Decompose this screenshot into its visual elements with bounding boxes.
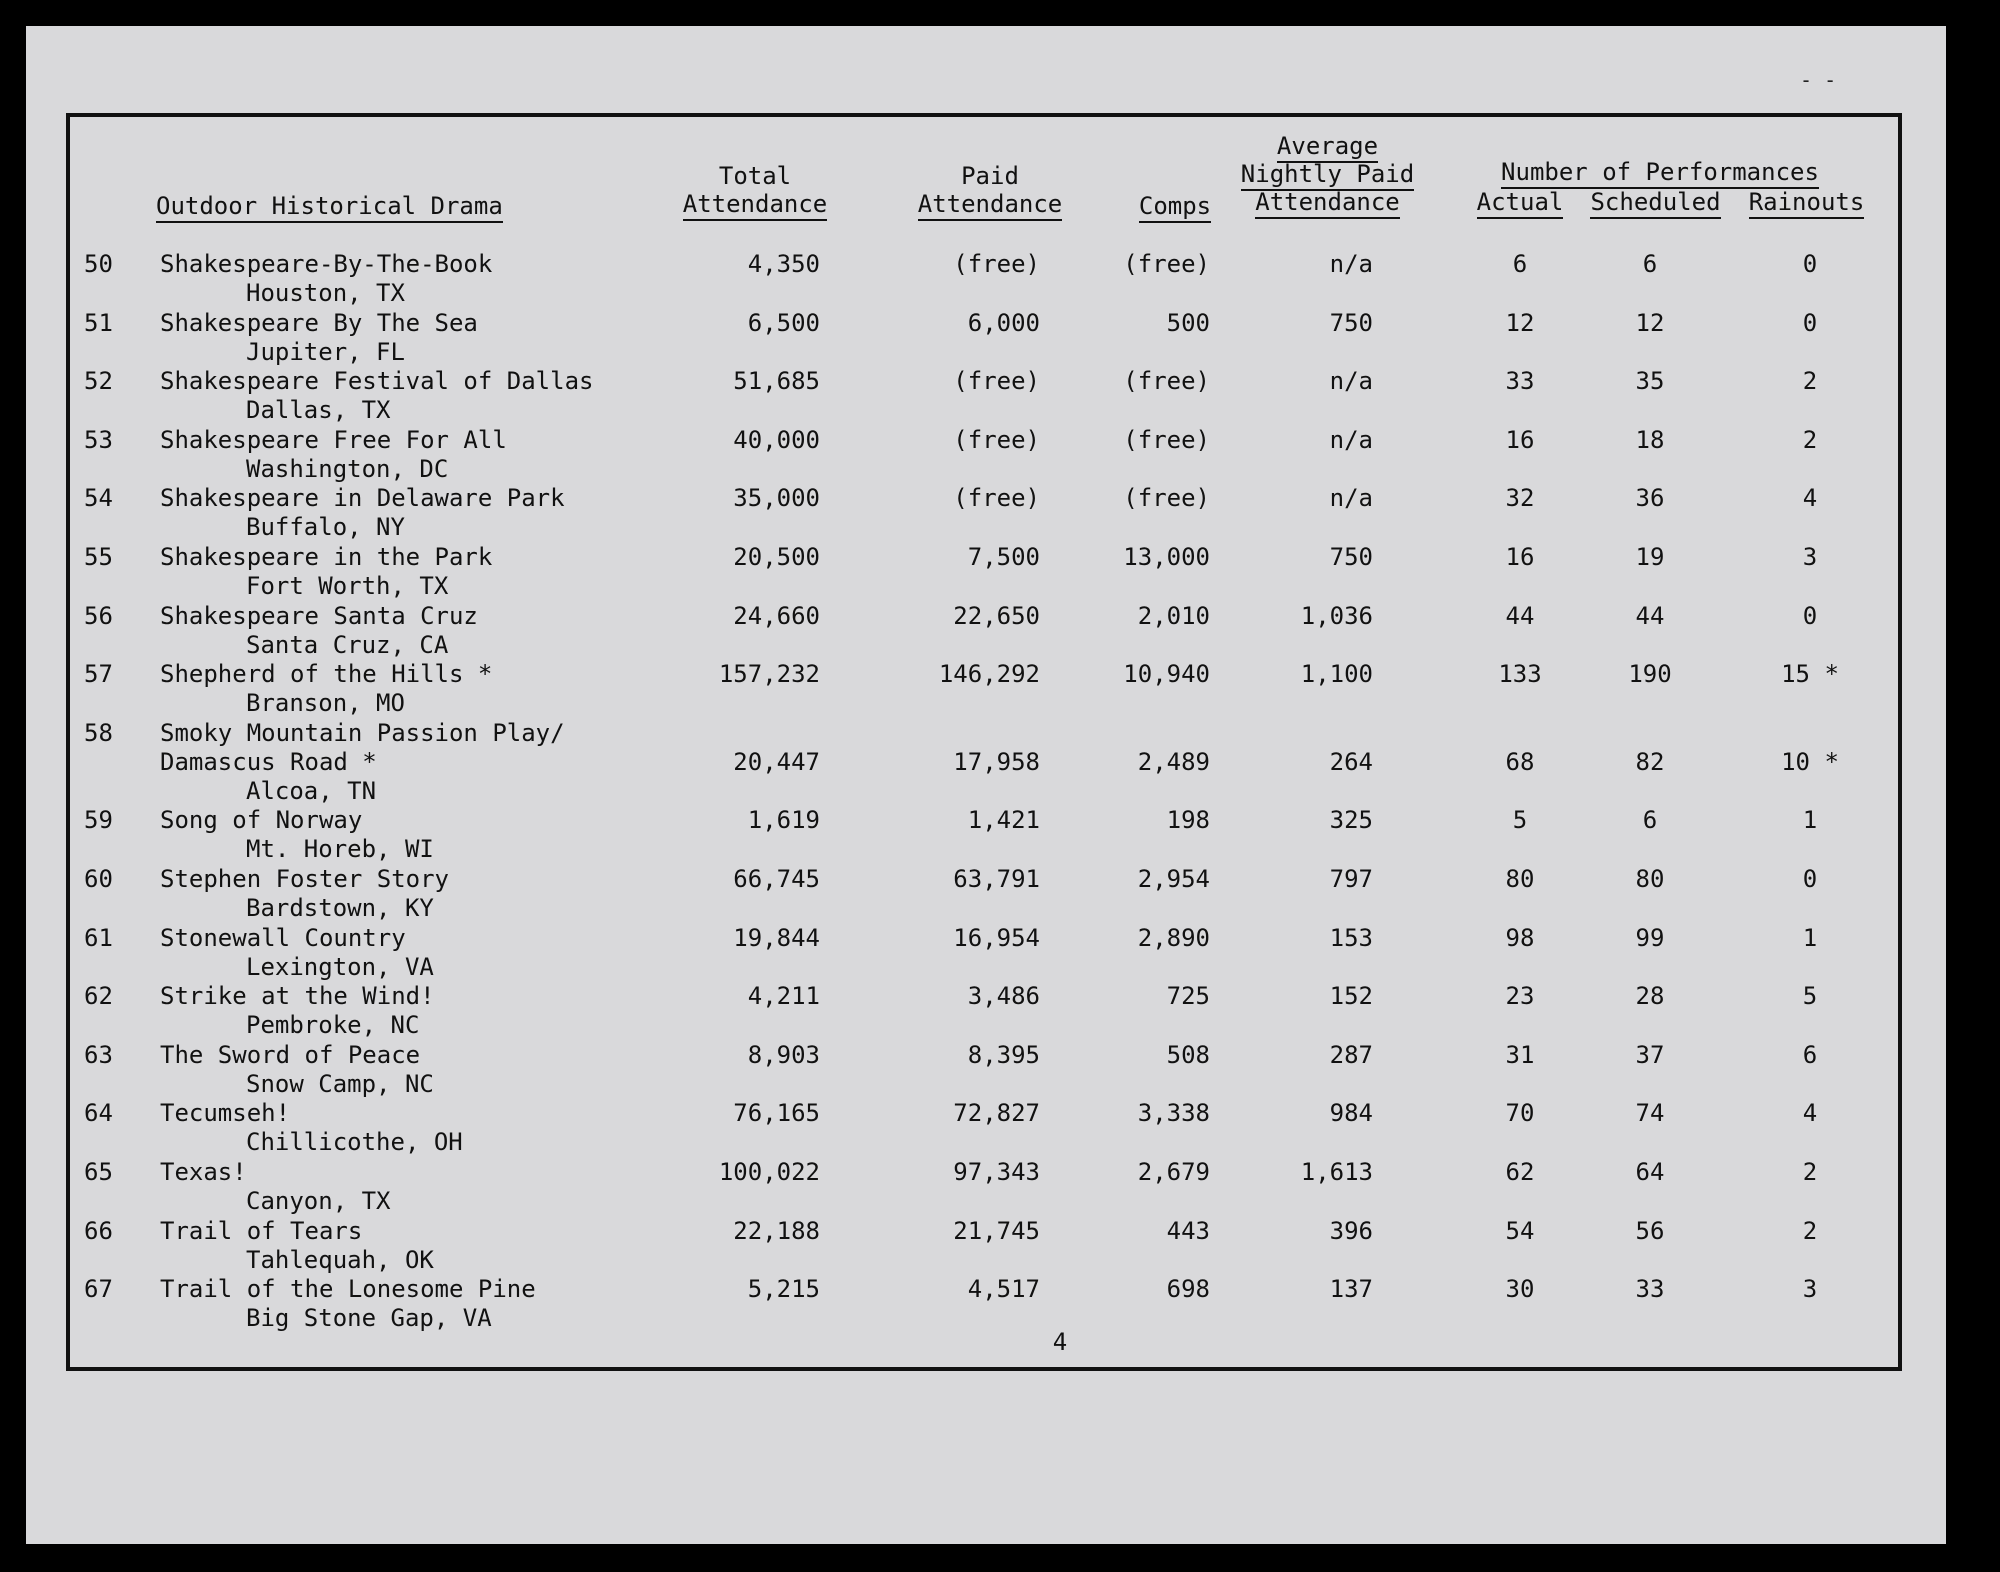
header-total-line2: Attendance <box>683 190 828 221</box>
cell-avg: 1,100 <box>1300 660 1373 689</box>
cell-num: 63 <box>84 1040 113 1069</box>
cell-loc: Washington, DC <box>246 454 449 483</box>
cell-total: 6,500 <box>747 308 820 337</box>
cell-avg: 797 <box>1329 865 1373 893</box>
cell-total: 8,903 <box>747 1040 820 1069</box>
cell-loc: Fort Worth, TX <box>246 572 449 600</box>
cell-paid: 16,954 <box>953 923 1040 952</box>
cell-loc: Buffalo, NY <box>246 513 405 542</box>
cell-scheduled: 6 <box>1642 806 1658 835</box>
cell-paid: 72,827 <box>953 1099 1040 1128</box>
cell-comps: (free) <box>1123 367 1210 396</box>
cell-avg: 137 <box>1329 1275 1373 1304</box>
cell-avg: n/a <box>1329 484 1373 513</box>
cell-paid: 1,421 <box>967 806 1040 835</box>
header-rainouts <box>1744 188 1869 216</box>
cell-paid: 7,500 <box>967 543 1040 571</box>
cell-loc: Alcoa, TN <box>246 776 377 805</box>
cell-actual: 54 <box>1505 1216 1535 1245</box>
cell-paid: 21,745 <box>953 1216 1040 1245</box>
cell-actual: 12 <box>1505 308 1535 337</box>
cell-total: 20,500 <box>733 543 820 571</box>
cell-rainouts: 3 <box>1802 1275 1818 1304</box>
cell-avg: 750 <box>1329 543 1373 571</box>
cell-comps: 2,489 <box>1137 747 1210 776</box>
cell-total: 1,619 <box>747 806 820 835</box>
cell-comps: (free) <box>1123 250 1210 278</box>
cell-num: 55 <box>84 543 113 571</box>
cell-rainouts: 1 <box>1802 923 1818 952</box>
cell-scheduled: 6 <box>1642 250 1658 278</box>
cell-num: 59 <box>84 806 113 835</box>
cell-loc: Big Stone Gap, VA <box>246 1304 492 1333</box>
cell-name: Shakespeare By The Sea <box>160 308 478 337</box>
cell-num: 54 <box>84 484 113 513</box>
cell-paid: (free) <box>953 250 1040 278</box>
scan-mark: - - <box>1800 68 1837 92</box>
cell-total: 4,211 <box>747 982 820 1011</box>
cell-rainouts: 2 <box>1802 1158 1818 1186</box>
cell-rainouts: 2 <box>1802 1216 1818 1245</box>
header-drama-label: Outdoor Historical Drama <box>156 192 503 223</box>
cell-comps: 2,679 <box>1137 1158 1210 1186</box>
cell-num: 61 <box>84 923 113 952</box>
cell-loc: Chillicothe, OH <box>246 1128 463 1157</box>
cell-paid: 22,650 <box>953 601 1040 630</box>
header-avg-line1: Average <box>1277 132 1378 163</box>
cell-comps: 10,940 <box>1123 660 1210 689</box>
cell-paid: 97,343 <box>953 1158 1040 1186</box>
cell-total: 35,000 <box>733 484 820 513</box>
cell-rainouts: 0 <box>1802 865 1818 893</box>
cell-total: 24,660 <box>733 601 820 630</box>
header-actual <box>1470 188 1570 216</box>
cell-avg: 152 <box>1329 982 1373 1011</box>
cell-comps: 443 <box>1166 1216 1210 1245</box>
header-total <box>680 162 830 218</box>
cell-rainouts: 1 <box>1802 806 1818 835</box>
cell-scheduled: 56 <box>1635 1216 1665 1245</box>
cell-num: 58 <box>84 718 113 747</box>
cell-scheduled: 64 <box>1635 1158 1665 1186</box>
cell-paid: (free) <box>953 425 1040 454</box>
cell-avg: 1,036 <box>1300 601 1373 630</box>
cell-name2: Damascus Road * <box>160 747 377 776</box>
cell-total: 5,215 <box>747 1275 820 1304</box>
cell-total: 22,188 <box>733 1216 820 1245</box>
cell-num: 66 <box>84 1216 113 1245</box>
cell-avg: 1,613 <box>1300 1158 1373 1186</box>
cell-actual: 32 <box>1505 484 1535 513</box>
cell-loc: Tahlequah, OK <box>246 1245 434 1274</box>
cell-name: The Sword of Peace <box>160 1040 421 1069</box>
cell-scheduled: 18 <box>1635 425 1665 454</box>
cell-rainouts: 0 <box>1802 308 1818 337</box>
cell-rainouts: 15 * <box>1781 660 1839 689</box>
cell-actual: 62 <box>1505 1158 1535 1186</box>
cell-rainouts: 3 <box>1802 543 1818 571</box>
cell-avg: 396 <box>1329 1216 1373 1245</box>
cell-actual: 16 <box>1505 425 1535 454</box>
cell-actual: 6 <box>1512 250 1528 278</box>
cell-total: 4,350 <box>747 250 820 278</box>
cell-scheduled: 37 <box>1635 1040 1665 1069</box>
cell-avg: n/a <box>1329 367 1373 396</box>
cell-scheduled: 19 <box>1635 543 1665 571</box>
cell-name: Tecumseh! <box>160 1099 291 1128</box>
cell-name: Stonewall Country <box>160 923 406 952</box>
cell-comps: 198 <box>1166 806 1210 835</box>
cell-comps: 2,954 <box>1137 865 1210 893</box>
header-rainouts-label: Rainouts <box>1749 188 1865 219</box>
header-performances <box>1500 158 1820 186</box>
cell-scheduled: 12 <box>1635 308 1665 337</box>
cell-num: 53 <box>84 425 113 454</box>
cell-total: 51,685 <box>733 367 820 396</box>
cell-avg: n/a <box>1329 425 1373 454</box>
cell-comps: 2,890 <box>1137 923 1210 952</box>
cell-rainouts: 0 <box>1802 250 1818 278</box>
header-total-line1: Total <box>718 162 792 190</box>
header-comps-label: Comps <box>1139 192 1211 223</box>
page-number: 4 <box>1052 1328 1068 1356</box>
header-paid-line2: Attendance <box>918 190 1063 221</box>
cell-comps: 3,338 <box>1137 1099 1210 1128</box>
cell-paid: (free) <box>953 367 1040 396</box>
cell-total: 66,745 <box>733 865 820 893</box>
cell-paid: 146,292 <box>938 660 1040 689</box>
cell-avg: n/a <box>1329 250 1373 278</box>
cell-num: 51 <box>84 308 113 337</box>
cell-paid: 17,958 <box>953 747 1040 776</box>
header-performances-label: Number of Performances <box>1501 158 1819 189</box>
cell-name: Strike at the Wind! <box>160 982 435 1011</box>
cell-avg: 984 <box>1329 1099 1373 1128</box>
cell-paid: 3,486 <box>967 982 1040 1011</box>
cell-name: Shakespeare in Delaware Park <box>160 484 565 513</box>
cell-rainouts: 5 <box>1802 982 1818 1011</box>
cell-avg: 153 <box>1329 923 1373 952</box>
header-scheduled-label: Scheduled <box>1590 188 1720 219</box>
cell-loc: Jupiter, FL <box>246 337 405 366</box>
cell-rainouts: 2 <box>1802 367 1818 396</box>
cell-name: Stephen Foster Story <box>160 865 449 893</box>
cell-comps: 725 <box>1166 982 1210 1011</box>
cell-name: Texas! <box>160 1158 247 1186</box>
cell-actual: 30 <box>1505 1275 1535 1304</box>
cell-actual: 133 <box>1498 660 1542 689</box>
cell-loc: Snow Camp, NC <box>246 1069 434 1098</box>
cell-comps: (free) <box>1123 425 1210 454</box>
cell-name: Trail of the Lonesome Pine <box>160 1275 536 1304</box>
cell-actual: 23 <box>1505 982 1535 1011</box>
cell-total: 76,165 <box>733 1099 820 1128</box>
cell-name: Smoky Mountain Passion Play/ <box>160 718 565 747</box>
cell-name: Shakespeare in the Park <box>160 543 493 571</box>
cell-scheduled: 36 <box>1635 484 1665 513</box>
cell-avg: 750 <box>1329 308 1373 337</box>
cell-actual: 68 <box>1505 747 1535 776</box>
cell-comps: 508 <box>1166 1040 1210 1069</box>
cell-name: Shepherd of the Hills * <box>160 660 493 689</box>
cell-name: Shakespeare Free For All <box>160 425 507 454</box>
header-paid-line1: Paid <box>961 162 1019 190</box>
cell-name: Trail of Tears <box>160 1216 363 1245</box>
cell-avg: 287 <box>1329 1040 1373 1069</box>
cell-actual: 5 <box>1512 806 1528 835</box>
cell-total: 19,844 <box>733 923 820 952</box>
cell-loc: Pembroke, NC <box>246 1011 420 1040</box>
cell-loc: Lexington, VA <box>246 952 434 981</box>
cell-name: Shakespeare Santa Cruz <box>160 601 478 630</box>
cell-num: 56 <box>84 601 113 630</box>
cell-loc: Mt. Horeb, WI <box>246 835 434 864</box>
cell-scheduled: 28 <box>1635 982 1665 1011</box>
cell-rainouts: 4 <box>1802 484 1818 513</box>
cell-total: 20,447 <box>733 747 820 776</box>
cell-rainouts: 6 <box>1802 1040 1818 1069</box>
cell-scheduled: 33 <box>1635 1275 1665 1304</box>
cell-paid: 6,000 <box>967 308 1040 337</box>
cell-total: 40,000 <box>733 425 820 454</box>
cell-total: 100,022 <box>718 1158 820 1186</box>
cell-rainouts: 4 <box>1802 1099 1818 1128</box>
cell-actual: 80 <box>1505 865 1535 893</box>
header-comps <box>1130 192 1220 220</box>
header-actual-label: Actual <box>1477 188 1564 219</box>
cell-scheduled: 82 <box>1635 747 1665 776</box>
cell-num: 65 <box>84 1158 113 1186</box>
cell-paid: 63,791 <box>953 865 1040 893</box>
cell-scheduled: 44 <box>1635 601 1665 630</box>
header-drama <box>156 192 503 220</box>
cell-total: 157,232 <box>718 660 820 689</box>
cell-num: 67 <box>84 1275 113 1304</box>
cell-loc: Branson, MO <box>246 689 405 718</box>
cell-comps: 2,010 <box>1137 601 1210 630</box>
cell-rainouts: 10 * <box>1781 747 1839 776</box>
cell-loc: Canyon, TX <box>246 1187 391 1215</box>
cell-rainouts: 0 <box>1802 601 1818 630</box>
cell-comps: 500 <box>1166 308 1210 337</box>
header-avg-line2: Nightly Paid <box>1241 160 1414 191</box>
cell-scheduled: 74 <box>1635 1099 1665 1128</box>
cell-rainouts: 2 <box>1802 425 1818 454</box>
cell-num: 60 <box>84 865 113 893</box>
cell-num: 62 <box>84 982 113 1011</box>
header-scheduled <box>1588 188 1723 216</box>
header-paid <box>915 162 1065 218</box>
cell-actual: 31 <box>1505 1040 1535 1069</box>
cell-comps: 698 <box>1166 1275 1210 1304</box>
cell-name: Shakespeare-By-The-Book <box>160 250 493 278</box>
cell-comps: 13,000 <box>1123 543 1210 571</box>
cell-actual: 70 <box>1505 1099 1535 1128</box>
cell-num: 57 <box>84 660 113 689</box>
cell-num: 50 <box>84 250 113 278</box>
cell-paid: 4,517 <box>967 1275 1040 1304</box>
header-avg-line3: Attendance <box>1255 188 1400 219</box>
cell-comps: (free) <box>1123 484 1210 513</box>
cell-loc: Santa Cruz, CA <box>246 630 449 659</box>
cell-avg: 264 <box>1329 747 1373 776</box>
cell-avg: 325 <box>1329 806 1373 835</box>
cell-loc: Dallas, TX <box>246 396 391 425</box>
cell-paid: 8,395 <box>967 1040 1040 1069</box>
cell-num: 64 <box>84 1099 113 1128</box>
cell-actual: 98 <box>1505 923 1535 952</box>
cell-paid: (free) <box>953 484 1040 513</box>
cell-scheduled: 190 <box>1628 660 1672 689</box>
cell-actual: 44 <box>1505 601 1535 630</box>
cell-actual: 33 <box>1505 367 1535 396</box>
cell-actual: 16 <box>1505 543 1535 571</box>
header-avg <box>1235 132 1420 216</box>
cell-scheduled: 35 <box>1635 367 1665 396</box>
cell-num: 52 <box>84 367 113 396</box>
cell-name: Shakespeare Festival of Dallas <box>160 367 594 396</box>
cell-loc: Houston, TX <box>246 279 405 307</box>
cell-scheduled: 99 <box>1635 923 1665 952</box>
cell-scheduled: 80 <box>1635 865 1665 893</box>
cell-name: Song of Norway <box>160 806 363 835</box>
cell-loc: Bardstown, KY <box>246 894 434 922</box>
